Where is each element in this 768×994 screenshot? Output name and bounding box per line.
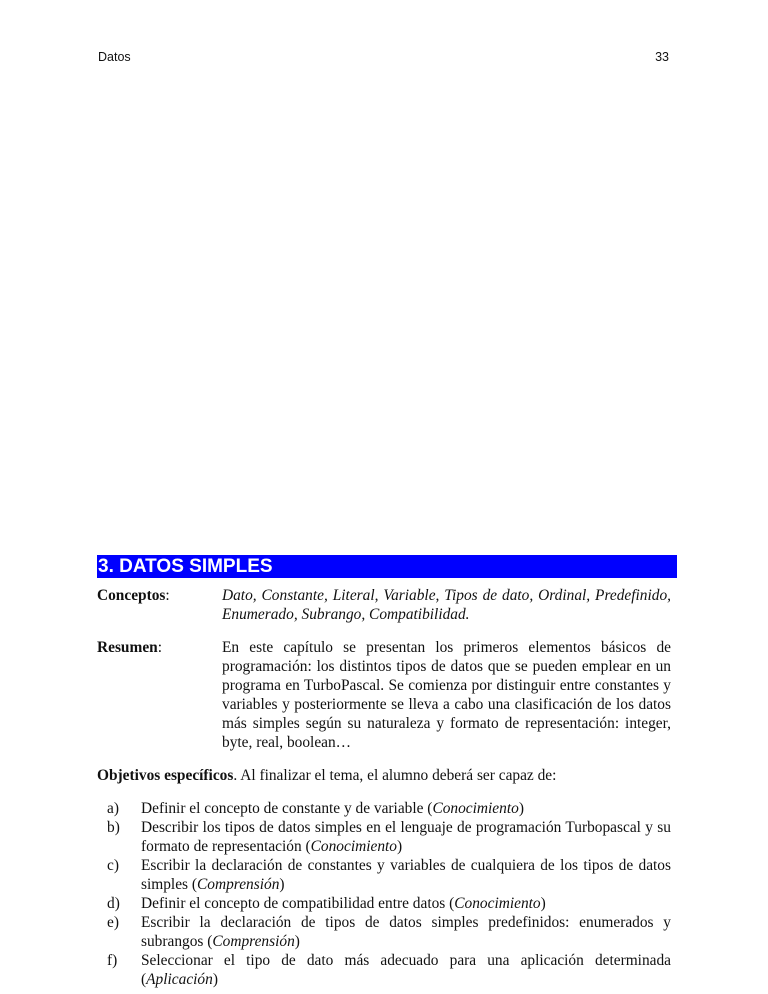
list-item: f) Seleccionar el tipo de dato más adecuado para una aplicación determinada (Aplicación) [107, 952, 671, 988]
conceptos-label: Conceptos: [97, 587, 170, 604]
resumen-section [97, 638, 671, 752]
conceptos-text: Dato, Constante, Literal, Variable, Tipos de dato, Ordinal, Predefinido, Enumerado, Subrango, Compatibilidad. [222, 587, 671, 623]
objectives-list [97, 799, 671, 989]
chapter-body [97, 555, 671, 989]
resumen-label: Resumen: [97, 639, 162, 656]
list-item: a) Definir el concepto de constante y de variable (Conocimiento) [107, 800, 524, 817]
running-header: Datos [98, 50, 131, 64]
objetivos-paragraph: Objetivos específicos. Al finalizar el tema, el alumno deberá ser capaz de: [97, 767, 557, 784]
conceptos-section [97, 586, 671, 624]
chapter-title: 3. DATOS SIMPLES [97, 555, 677, 578]
page-number: 33 [655, 50, 669, 64]
list-item: d) Definir el concepto de compatibilidad entre datos (Conocimiento) [107, 895, 546, 912]
list-item: e) Escribir la declaración de tipos de datos simples predefinidos: enumerados y subrangos (Comprensión) [107, 914, 671, 950]
resumen-text: En este capítulo se presentan los primeros elementos básicos de programación: los distintos tipos de datos que se pueden emplear en un programa en TurboPascal. Se comienza por distinguir entre constantes y variables y posteriormente se lleva a cabo una clasificación de los datos más simples según su naturaleza y formato de representación: integer, byte, real, boolean… [222, 639, 671, 751]
list-item: b) Describir los tipos de datos simples en el lenguaje de programación Turbopascal y su formato de representación (Conocimiento) [107, 819, 671, 855]
list-item: c) Escribir la declaración de constantes y variables de cualquiera de los tipos de datos simples (Comprensión) [107, 857, 671, 893]
